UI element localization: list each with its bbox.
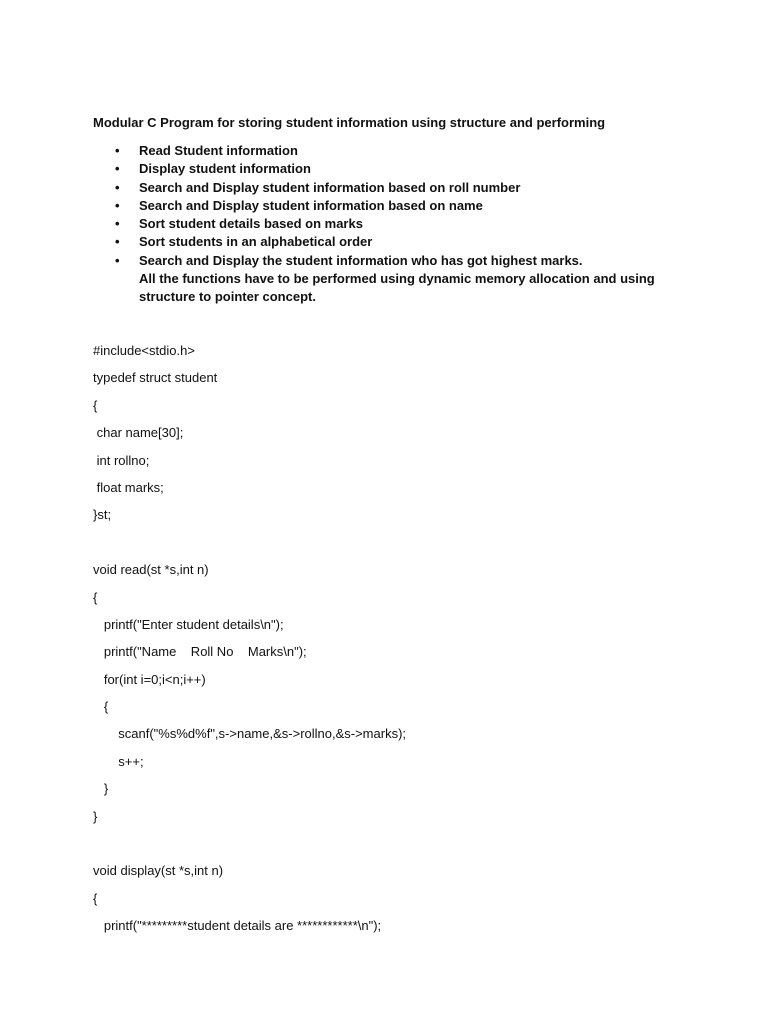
list-item [93,160,655,178]
list-item-continuation: structure to pointer concept. [139,289,316,305]
list-item [93,179,655,197]
list-item [93,215,655,233]
list-item [93,197,655,215]
list-item-text: Sort student details based on marks [139,216,363,232]
code-line: for(int i=0;i<n;i++) [93,671,206,687]
code-line: }st; [93,507,112,523]
list-item [93,252,655,307]
bullet-icon: • [115,252,120,268]
bullet-icon: • [115,161,120,177]
code-line: { [93,397,98,413]
code-line: } [93,808,98,824]
code-line: typedef struct student [93,370,218,386]
document-title: Modular C Program for storing student information using structure and performing [93,115,606,130]
code-line: printf("Name Roll No Marks\n"); [93,644,307,660]
list-item-text: Display student information [139,161,311,177]
code-line: { [93,589,98,605]
code-line: char name[30]; [93,425,184,441]
code-line: void display(st *s,int n) [93,863,224,879]
code-line: scanf("%s%d%f",s->name,&s->rollno,&s->marks); [93,726,407,742]
list-item [93,233,655,251]
code-line: printf("*********student details are ************\n"); [93,918,382,934]
code-line: s++; [93,753,144,769]
list-item-text: Read Student information [139,143,298,158]
code-line: #include<stdio.h> [93,343,195,358]
list-item-text: Search and Display student information based on roll number [139,179,521,195]
code-line-blank [93,534,406,561]
list-item-continuation: All the functions have to be performed using dynamic memory allocation and using [139,271,655,287]
code-line: } [93,781,109,797]
requirements-list [93,142,655,307]
code-line: { [93,699,109,715]
list-item-text: Search and Display the student information who has got highest marks. [139,252,583,268]
code-line: void read(st *s,int n) [93,562,209,578]
bullet-icon: • [115,143,120,158]
list-item-text: Sort students in an alphabetical order [139,234,373,250]
code-line-blank [93,835,406,862]
bullet-icon: • [115,179,120,195]
bullet-icon: • [115,216,120,232]
code-block [93,342,406,945]
list-item [93,142,655,160]
code-line: int rollno; [93,452,150,468]
code-line: float marks; [93,479,164,495]
code-line: printf("Enter student details\n"); [93,616,284,632]
bullet-icon: • [115,234,120,250]
code-line: { [93,890,98,906]
bullet-icon: • [115,197,120,213]
list-item-text: Search and Display student information based on name [139,197,483,213]
